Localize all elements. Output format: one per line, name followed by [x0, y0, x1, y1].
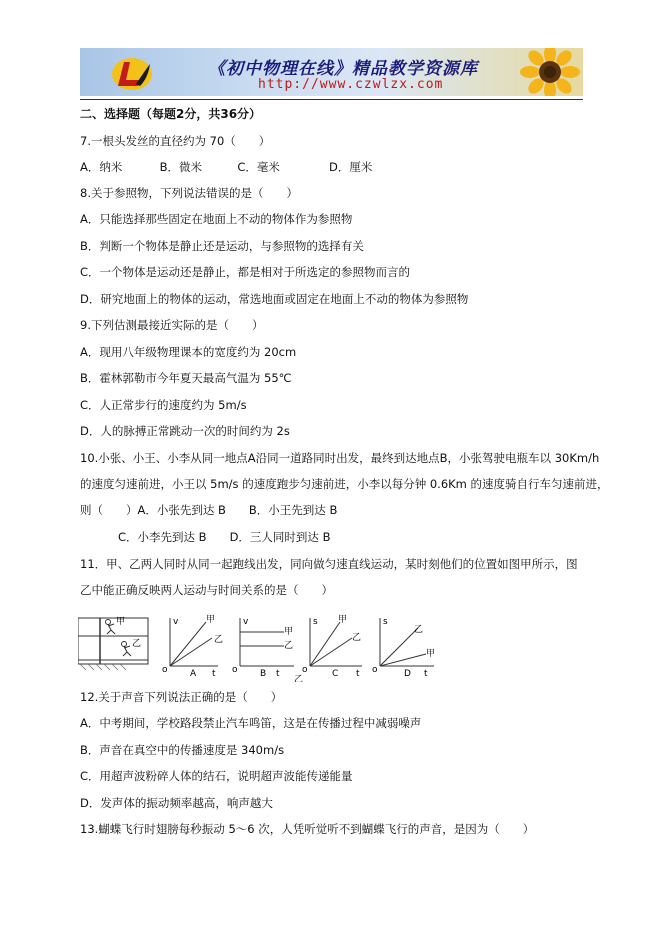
q9-option-d: D．人的脉搏正常跳动一次的时间约为 2s: [80, 424, 290, 438]
graph-b-origin: o: [232, 665, 238, 675]
banner-url: http://www.czwlzx.com: [258, 77, 444, 92]
graph-a-letter: A: [190, 669, 197, 679]
q7-option-b: B．微米: [159, 160, 203, 174]
q9-option-b: B．霍林郭勒市今年夏天最高气温为 55℃: [80, 371, 292, 385]
graph-b-yi-label: 乙: [284, 641, 294, 651]
q11-line-2: 乙中能正确反映两人运动与时间关系的是（ ）: [80, 583, 333, 597]
graph-a-yi-label: 乙: [214, 635, 224, 645]
graph-c-origin: o: [302, 665, 308, 675]
q12-option-c: C．用超声波粉碎人体的结石，说明超声波能传递能量: [80, 769, 353, 783]
logo-icon: [110, 54, 154, 92]
sunflower-icon: [516, 48, 583, 96]
graph-d-s-label: s: [383, 617, 388, 627]
fig-runner-jia-label: 甲: [116, 617, 126, 627]
graph-d-yi-label: 乙: [414, 625, 424, 635]
graph-c-letter: C: [332, 669, 339, 679]
q8-option-d: D．研究地面上的物体的运动，常选地面或固定在地面上不动的物体为参照物: [80, 292, 469, 306]
graph-d-origin: o: [372, 665, 378, 675]
fig-runners: [78, 616, 148, 670]
q11-figures: [78, 614, 598, 682]
graph-d-t-label: t: [424, 669, 428, 679]
q9-option-c: C．人正常步行的速度约为 5m/s: [80, 398, 247, 412]
graph-b-jia-label: 甲: [284, 627, 294, 637]
fig-runner-yi-label: 乙: [132, 639, 142, 649]
graph-b-t-label: t: [276, 669, 280, 679]
graph-b-v-label: v: [243, 617, 249, 627]
q12-option-a: A．中考期间，学校路段禁止汽车鸣笛，这是在传播过程中减弱噪声: [80, 716, 422, 730]
q12-option-b: B．声音在真空中的传播速度是 340m/s: [80, 743, 285, 757]
graph-c-t-label: t: [356, 669, 360, 679]
graph-c-jia-label: 甲: [338, 615, 348, 625]
graph-c-yi-label: 乙: [352, 633, 362, 643]
q7-options: [80, 159, 382, 175]
banner-title: 《初中物理在线》精品教学资源库: [208, 59, 478, 79]
graph-c-s-label: s: [313, 617, 318, 627]
graph-d-letter: D: [404, 669, 411, 679]
q10-line-4: C．小李先到达 B D．三人同时到达 B: [118, 530, 331, 544]
q12-stem: 12.关于声音下列说法正确的是（ ）: [80, 690, 283, 704]
q7-option-c: C．毫米: [237, 160, 280, 174]
header-banner: [80, 48, 583, 96]
graph-d-jia-label: 甲: [426, 649, 436, 659]
graph-b-letter: B: [260, 669, 267, 679]
q9-option-a: A．现用八年级物理课本的宽度约为 20cm: [80, 345, 297, 359]
graph-a-t-label: t: [212, 669, 216, 679]
q8-option-c: C．一个物体是运动还是静止，都是相对于所选定的参照物而言的: [80, 265, 411, 279]
q10-line-2: 的速度匀速前进，小王以 5m/s 的速度跑步匀速前进，小李以每分钟 0.6Km 的速度骑自行车匀速前进，: [80, 477, 609, 491]
q10-line-1: 10.小张、小王、小李从同一地点A沿同一道路同时出发，最终到达地点B，小张驾驶电瓶车以 30Km/h: [80, 451, 600, 465]
graph-a-v-label: v: [173, 617, 179, 627]
q10-line-3: 则（ ）A．小张先到达 B B．小王先到达 B: [80, 503, 338, 517]
graph-b-yi-caption: 乙: [294, 675, 304, 682]
section-heading: 二、选择题（每题2分，共36分）: [80, 107, 262, 121]
header-rule: [80, 99, 583, 100]
q11-line-1: 11．甲、乙两人同时从同一起跑线出发，同向做匀速直线运动，某时刻他们的位置如图甲所示，图: [80, 557, 578, 571]
q7-option-a: A．纳米: [80, 160, 123, 174]
q7-option-d: D．厘米: [328, 160, 373, 174]
graph-a-origin: o: [162, 665, 168, 675]
q8-option-a: A．只能选择那些固定在地面上不动的物体作为参照物: [80, 212, 353, 226]
q7-stem: 7.一根头发丝的直径约为 70（ ）: [80, 134, 271, 148]
q8-stem: 8.关于参照物，下列说法错误的是（ ）: [80, 186, 298, 200]
q13-stem: 13.蝴蝶飞行时翅膀每秒振动 5～6 次，人凭听觉听不到蝴蝶飞行的声音，是因为（ ）: [80, 822, 535, 836]
q8-option-b: B．判断一个物体是静止还是运动，与参照物的选择有关: [80, 239, 364, 253]
graph-a-jia-label: 甲: [206, 615, 216, 625]
q12-option-d: D．发声体的振动频率越高，响声越大: [80, 796, 273, 810]
q9-stem: 9.下列估测最接近实际的是（ ）: [80, 318, 264, 332]
